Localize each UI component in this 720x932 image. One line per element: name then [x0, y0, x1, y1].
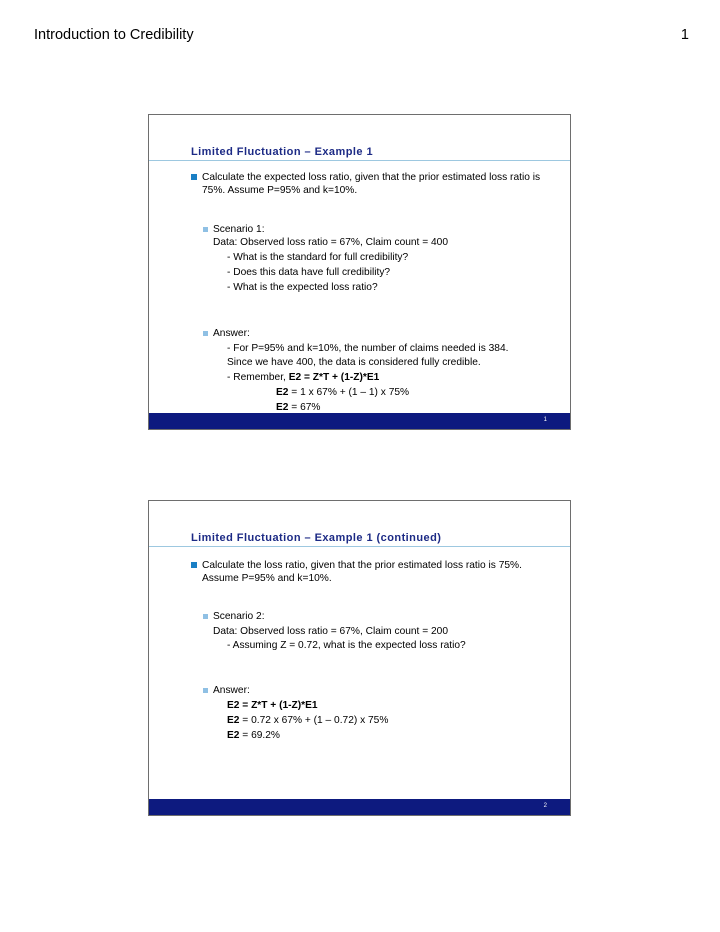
document-title: Introduction to Credibility [34, 27, 194, 43]
question-1: - What is the standard for full credibility? [227, 252, 409, 263]
answer-line-3: - Remember, E2 = Z*T + (1-Z)*E1 [227, 372, 380, 383]
answer-line-1: - For P=95% and k=10%, the number of claims needed is 384. [227, 343, 509, 354]
scenario-data: Data: Observed loss ratio = 67%, Claim count = 200 [213, 626, 448, 637]
slide-footer-bar [149, 413, 570, 429]
square-bullet-icon [191, 562, 197, 568]
formula: E2 = Z*T + (1-Z)*E1 [227, 700, 318, 711]
slide-number: 1 [543, 417, 547, 423]
calc-line-2: E2 = 69.2% [227, 730, 280, 741]
question-2: - Does this data have full credibility? [227, 267, 391, 278]
calc-line-1: E2 = 0.72 x 67% + (1 – 0.72) x 75% [227, 715, 389, 726]
formula: E2 = Z*T + (1-Z)*E1 [288, 372, 380, 383]
bullet-calculate: Calculate the loss ratio, given that the prior estimated loss ratio is 75%. Assume P=95% and k=10%. [191, 559, 551, 586]
scenario-data: Data: Observed loss ratio = 67%, Claim count = 400 [213, 237, 448, 248]
slide-title: Limited Fluctuation – Example 1 (continued) [191, 532, 442, 544]
page-number: 1 [680, 27, 689, 43]
slide-title: Limited Fluctuation – Example 1 [191, 146, 374, 158]
page-header [0, 27, 720, 47]
slide-number: 2 [543, 803, 547, 809]
question-1: - Assuming Z = 0.72, what is the expected loss ratio? [227, 640, 466, 651]
question-3: - What is the expected loss ratio? [227, 282, 378, 293]
title-divider [149, 160, 570, 161]
bullet-calculate: Calculate the expected loss ratio, given that the prior estimated loss ratio is 75%. Assume P=95% and k=10%. [191, 171, 551, 198]
title-divider [149, 546, 570, 547]
slide-footer-bar [149, 799, 570, 815]
answer-line-2: Since we have 400, the data is considered fully credible. [227, 357, 481, 368]
square-bullet-icon [203, 227, 208, 232]
bullet-answer: Answer: [203, 327, 543, 340]
square-bullet-icon [203, 331, 208, 336]
bullet-answer: Answer: [203, 684, 543, 697]
slide-2 [148, 500, 571, 816]
bullet-scenario: Scenario 2: [203, 610, 543, 623]
slide-1 [148, 114, 571, 430]
square-bullet-icon [203, 688, 208, 693]
square-bullet-icon [191, 174, 197, 180]
bullet-scenario: Scenario 1: [203, 223, 543, 236]
calc-line-2: E2 = 67% [276, 402, 321, 413]
square-bullet-icon [203, 614, 208, 619]
calc-line-1: E2 = 1 x 67% + (1 – 1) x 75% [276, 387, 410, 398]
